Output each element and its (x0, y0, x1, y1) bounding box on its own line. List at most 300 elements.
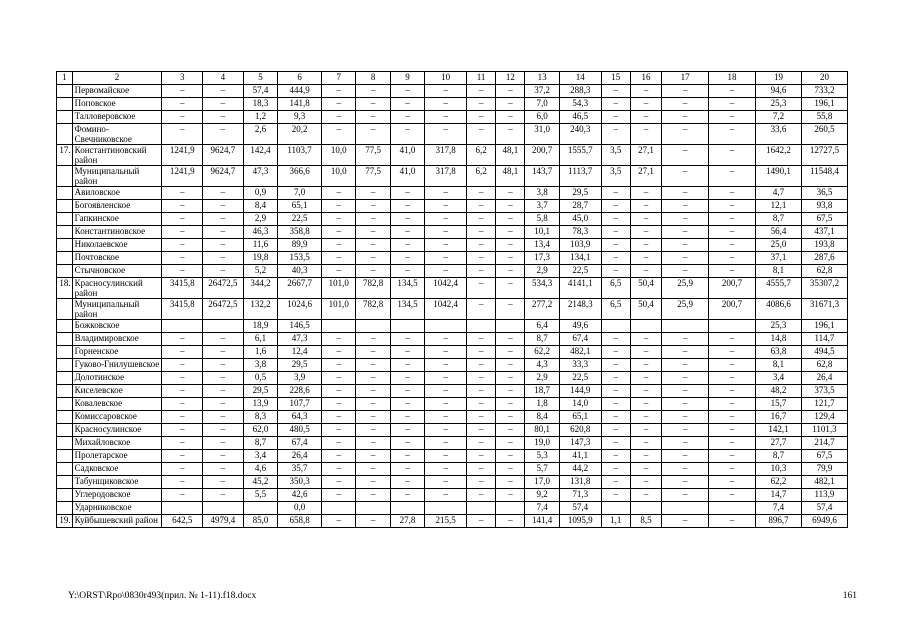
value-cell: – (601, 450, 630, 463)
value-cell: 782,8 (356, 299, 390, 320)
value-cell: – (709, 463, 756, 476)
header-cell: 20 (801, 72, 847, 85)
value-cell: 200,7 (709, 299, 756, 320)
value-cell: – (662, 111, 709, 124)
value-cell: – (709, 124, 756, 145)
value-cell: – (356, 98, 390, 111)
value-cell: 48,2 (756, 385, 802, 398)
value-cell: 6,2 (467, 145, 496, 166)
row-index-cell (57, 476, 73, 489)
value-cell: – (709, 359, 756, 372)
header-cell: 7 (322, 72, 356, 85)
value-cell: 62,8 (801, 359, 847, 372)
table-row (57, 346, 848, 359)
value-cell: 47,3 (278, 333, 322, 346)
value-cell: – (496, 85, 525, 98)
row-index-cell (57, 333, 73, 346)
value-cell: 196,1 (801, 320, 847, 333)
value-cell: – (203, 372, 244, 385)
value-cell: 67,4 (559, 333, 601, 346)
value-cell: 77,5 (356, 166, 390, 187)
value-cell: 89,9 (278, 239, 322, 252)
row-index-cell (57, 111, 73, 124)
value-cell: – (322, 111, 356, 124)
value-cell: 534,3 (525, 278, 559, 299)
value-cell: – (496, 239, 525, 252)
value-cell: 25,3 (756, 98, 802, 111)
value-cell: – (662, 489, 709, 502)
header-cell: 8 (356, 72, 390, 85)
value-cell: 141,8 (278, 98, 322, 111)
value-cell: 12727,5 (801, 145, 847, 166)
value-cell: – (203, 124, 244, 145)
value-cell: 25,9 (662, 278, 709, 299)
value-cell: 35,7 (278, 463, 322, 476)
value-cell: – (425, 213, 467, 226)
value-cell: 1241,9 (162, 166, 203, 187)
value-cell: – (203, 398, 244, 411)
value-cell: 134,5 (390, 299, 424, 320)
row-index-cell (57, 200, 73, 213)
value-cell: – (390, 463, 424, 476)
value-cell: – (356, 489, 390, 502)
value-cell: – (356, 515, 390, 528)
value-cell: – (356, 200, 390, 213)
value-cell (630, 502, 661, 515)
value-cell: 18,3 (243, 98, 277, 111)
row-name-cell: Пролетарское (72, 450, 162, 463)
value-cell: 1103,7 (278, 145, 322, 166)
table-row (57, 463, 848, 476)
value-cell: – (630, 124, 661, 145)
value-cell: – (630, 265, 661, 278)
value-cell: – (467, 239, 496, 252)
footer-file-path: Y:\ORST\Rpo\0830r493(прил. № 1-11).f18.docx (68, 591, 257, 601)
value-cell: 4086,6 (756, 299, 802, 320)
header-cell: 3 (162, 72, 203, 85)
value-cell: – (496, 476, 525, 489)
table-row (57, 424, 848, 437)
value-cell: 2148,3 (559, 299, 601, 320)
value-cell: – (601, 489, 630, 502)
value-cell: – (390, 265, 424, 278)
value-cell: – (662, 424, 709, 437)
value-cell: – (709, 213, 756, 226)
value-cell: – (467, 124, 496, 145)
value-cell: – (630, 437, 661, 450)
value-cell (203, 502, 244, 515)
value-cell: – (390, 226, 424, 239)
value-cell: – (322, 398, 356, 411)
row-index-cell (57, 411, 73, 424)
value-cell: – (467, 450, 496, 463)
row-name-cell: Фомино-Свечниковское (72, 124, 162, 145)
value-cell: – (356, 476, 390, 489)
value-cell (356, 502, 390, 515)
value-cell: 2,6 (243, 124, 277, 145)
value-cell: – (709, 98, 756, 111)
table-row (57, 265, 848, 278)
value-cell: 147,3 (559, 437, 601, 450)
value-cell: – (662, 411, 709, 424)
value-cell: 26472,5 (203, 299, 244, 320)
value-cell: 1042,4 (425, 278, 467, 299)
value-cell: – (601, 98, 630, 111)
value-cell: 260,5 (801, 124, 847, 145)
value-cell: 54,3 (559, 98, 601, 111)
value-cell: – (322, 187, 356, 200)
value-cell: – (467, 398, 496, 411)
value-cell: 1,6 (243, 346, 277, 359)
row-name-cell: Углеродовское (72, 489, 162, 502)
value-cell: – (496, 252, 525, 265)
value-cell: – (630, 346, 661, 359)
header-cell: 6 (278, 72, 322, 85)
value-cell: – (390, 385, 424, 398)
value-cell: 200,7 (525, 145, 559, 166)
value-cell: – (390, 424, 424, 437)
value-cell: – (601, 476, 630, 489)
value-cell: – (709, 476, 756, 489)
value-cell: 4,6 (243, 463, 277, 476)
value-cell: – (162, 359, 203, 372)
value-cell: 7,4 (525, 502, 559, 515)
value-cell: – (662, 265, 709, 278)
row-name-cell: Михайловское (72, 437, 162, 450)
row-index-cell (57, 359, 73, 372)
value-cell: – (601, 346, 630, 359)
value-cell: – (467, 372, 496, 385)
value-cell: – (601, 213, 630, 226)
value-cell (425, 320, 467, 333)
value-cell: – (390, 372, 424, 385)
value-cell: – (601, 411, 630, 424)
value-cell: 1095,9 (559, 515, 601, 528)
value-cell: 13,4 (525, 239, 559, 252)
value-cell: 3,9 (278, 372, 322, 385)
value-cell: – (467, 200, 496, 213)
value-cell: – (662, 252, 709, 265)
value-cell: – (390, 252, 424, 265)
value-cell: – (662, 515, 709, 528)
value-cell: 214,7 (801, 437, 847, 450)
row-index-cell (57, 424, 73, 437)
value-cell: – (425, 111, 467, 124)
value-cell: – (601, 385, 630, 398)
value-cell: – (630, 333, 661, 346)
value-cell: 26,4 (278, 450, 322, 463)
value-cell (467, 320, 496, 333)
value-cell: 18,9 (243, 320, 277, 333)
table-row (57, 502, 848, 515)
value-cell: 56,4 (756, 226, 802, 239)
value-cell: – (162, 476, 203, 489)
value-cell: – (496, 333, 525, 346)
value-cell: – (425, 411, 467, 424)
value-cell: – (162, 239, 203, 252)
value-cell: – (467, 85, 496, 98)
value-cell: – (630, 372, 661, 385)
value-cell: – (630, 252, 661, 265)
header-cell: 4 (203, 72, 244, 85)
value-cell: 3415,8 (162, 278, 203, 299)
value-cell: – (162, 463, 203, 476)
value-cell: 8,7 (525, 333, 559, 346)
value-cell: 41,1 (559, 450, 601, 463)
value-cell: – (601, 359, 630, 372)
row-name-cell: Гуково-Гнилушевское (72, 359, 162, 372)
value-cell: – (467, 476, 496, 489)
value-cell (601, 320, 630, 333)
value-cell: 65,1 (559, 411, 601, 424)
value-cell: – (709, 252, 756, 265)
value-cell: 42,6 (278, 489, 322, 502)
row-index-cell: 18. (57, 278, 73, 299)
row-index-cell (57, 252, 73, 265)
value-cell: – (322, 200, 356, 213)
value-cell: – (496, 489, 525, 502)
value-cell: – (496, 385, 525, 398)
value-cell: 4,3 (525, 359, 559, 372)
value-cell: – (630, 411, 661, 424)
value-cell: 33,6 (756, 124, 802, 145)
value-cell: – (203, 463, 244, 476)
value-cell: – (467, 359, 496, 372)
value-cell: – (203, 489, 244, 502)
value-cell: 62,8 (801, 265, 847, 278)
value-cell: – (496, 111, 525, 124)
value-cell: – (390, 85, 424, 98)
value-cell: – (496, 398, 525, 411)
value-cell: 31,0 (525, 124, 559, 145)
row-index-cell (57, 299, 73, 320)
value-cell: – (356, 226, 390, 239)
value-cell (322, 502, 356, 515)
value-cell: 37,2 (525, 85, 559, 98)
value-cell: – (162, 385, 203, 398)
row-name-cell: Муниципальный район (72, 299, 162, 320)
value-cell: 93,8 (801, 200, 847, 213)
table-body (57, 72, 848, 528)
table-row (57, 226, 848, 239)
value-cell (356, 320, 390, 333)
value-cell: 5,7 (525, 463, 559, 476)
value-cell: 8,1 (756, 265, 802, 278)
value-cell: 40,3 (278, 265, 322, 278)
value-cell: – (390, 411, 424, 424)
value-cell: – (356, 239, 390, 252)
value-cell: – (630, 476, 661, 489)
value-cell: 1,2 (243, 111, 277, 124)
value-cell: – (662, 333, 709, 346)
row-index-cell (57, 85, 73, 98)
value-cell: – (601, 372, 630, 385)
value-cell: 27,7 (756, 437, 802, 450)
value-cell: 317,8 (425, 145, 467, 166)
value-cell: – (390, 239, 424, 252)
row-index-cell (57, 372, 73, 385)
value-cell: – (356, 398, 390, 411)
value-cell: – (425, 333, 467, 346)
header-cell: 10 (425, 72, 467, 85)
value-cell: 141,4 (525, 515, 559, 528)
value-cell: 25,3 (756, 320, 802, 333)
value-cell: – (162, 450, 203, 463)
value-cell: 494,5 (801, 346, 847, 359)
value-cell: 228,6 (278, 385, 322, 398)
value-cell: – (203, 239, 244, 252)
value-cell: – (203, 437, 244, 450)
value-cell (243, 502, 277, 515)
value-cell: – (425, 265, 467, 278)
value-cell: – (356, 359, 390, 372)
header-cell: 5 (243, 72, 277, 85)
value-cell: – (709, 450, 756, 463)
value-cell: – (467, 346, 496, 359)
value-cell: – (322, 85, 356, 98)
value-cell: 41,0 (390, 166, 424, 187)
value-cell: – (662, 463, 709, 476)
value-cell: 45,0 (559, 213, 601, 226)
value-cell: – (662, 450, 709, 463)
value-cell: – (662, 124, 709, 145)
value-cell: 15,7 (756, 398, 802, 411)
value-cell: 113,9 (801, 489, 847, 502)
value-cell: 2,9 (243, 213, 277, 226)
value-cell: – (390, 437, 424, 450)
value-cell: – (630, 463, 661, 476)
value-cell: 85,0 (243, 515, 277, 528)
value-cell: 196,1 (801, 98, 847, 111)
value-cell: – (709, 85, 756, 98)
row-name-cell: Долотинское (72, 372, 162, 385)
value-cell: 6,0 (525, 111, 559, 124)
value-cell: 1642,2 (756, 145, 802, 166)
value-cell: 5,8 (525, 213, 559, 226)
value-cell: 317,8 (425, 166, 467, 187)
value-cell: 37,1 (756, 252, 802, 265)
value-cell: – (203, 346, 244, 359)
value-cell: – (162, 213, 203, 226)
value-cell: – (390, 359, 424, 372)
row-name-cell: Табунщиковское (72, 476, 162, 489)
header-cell: 13 (525, 72, 559, 85)
value-cell: – (467, 463, 496, 476)
value-cell: 64,3 (278, 411, 322, 424)
value-cell: 79,9 (801, 463, 847, 476)
table-row (57, 200, 848, 213)
value-cell (709, 502, 756, 515)
value-cell: 49,6 (559, 320, 601, 333)
value-cell: 33,3 (559, 359, 601, 372)
value-cell: 31671,3 (801, 299, 847, 320)
value-cell: 4979,4 (203, 515, 244, 528)
value-cell: 143,7 (525, 166, 559, 187)
row-name-cell: Красносулинское (72, 424, 162, 437)
row-name-cell: Талловеровское (72, 111, 162, 124)
value-cell: – (601, 252, 630, 265)
value-cell: – (203, 424, 244, 437)
value-cell: – (496, 463, 525, 476)
value-cell: 13,9 (243, 398, 277, 411)
value-cell: – (390, 333, 424, 346)
value-cell: 67,5 (801, 450, 847, 463)
value-cell: – (709, 166, 756, 187)
value-cell: – (203, 226, 244, 239)
value-cell: 20,2 (278, 124, 322, 145)
value-cell: – (162, 200, 203, 213)
value-cell: – (467, 424, 496, 437)
value-cell: 8,7 (243, 437, 277, 450)
row-index-cell (57, 398, 73, 411)
header-cell: 2 (72, 72, 162, 85)
value-cell: – (496, 278, 525, 299)
row-name-cell: Ударниковское (72, 502, 162, 515)
value-cell: 77,5 (356, 145, 390, 166)
value-cell: 658,8 (278, 515, 322, 528)
value-cell: 103,9 (559, 239, 601, 252)
value-cell: – (322, 463, 356, 476)
value-cell (709, 320, 756, 333)
value-cell: – (356, 450, 390, 463)
value-cell: 1241,9 (162, 145, 203, 166)
table-row (57, 239, 848, 252)
value-cell: 10,0 (322, 166, 356, 187)
value-cell: 142,4 (243, 145, 277, 166)
value-cell: 10,0 (322, 145, 356, 166)
value-cell: – (601, 463, 630, 476)
value-cell: 3,8 (525, 187, 559, 200)
value-cell: – (322, 359, 356, 372)
value-cell: – (662, 85, 709, 98)
value-cell: – (425, 437, 467, 450)
value-cell: – (162, 98, 203, 111)
value-cell: 3,4 (243, 450, 277, 463)
value-cell: – (601, 437, 630, 450)
value-cell: – (390, 346, 424, 359)
table-row (57, 299, 848, 320)
value-cell: – (322, 476, 356, 489)
value-cell: – (662, 346, 709, 359)
value-cell: 620,8 (559, 424, 601, 437)
header-row (57, 72, 848, 85)
value-cell: – (496, 265, 525, 278)
value-cell: 57,4 (243, 85, 277, 98)
value-cell: 67,4 (278, 437, 322, 450)
value-cell: – (425, 200, 467, 213)
table-row (57, 372, 848, 385)
header-cell: 1 (57, 72, 73, 85)
value-cell (467, 502, 496, 515)
value-cell: – (322, 372, 356, 385)
value-cell: – (709, 385, 756, 398)
value-cell: – (709, 333, 756, 346)
row-name-cell: Первомайское (72, 85, 162, 98)
value-cell: – (322, 437, 356, 450)
row-name-cell: Куйбышевский район (72, 515, 162, 528)
row-index-cell: 19. (57, 515, 73, 528)
value-cell: – (425, 187, 467, 200)
value-cell: 62,0 (243, 424, 277, 437)
value-cell: – (662, 372, 709, 385)
value-cell: 46,3 (243, 226, 277, 239)
value-cell: – (467, 111, 496, 124)
value-cell: 12,4 (278, 346, 322, 359)
value-cell: – (709, 239, 756, 252)
value-cell: 71,3 (559, 489, 601, 502)
row-index-cell (57, 124, 73, 145)
value-cell: – (467, 333, 496, 346)
